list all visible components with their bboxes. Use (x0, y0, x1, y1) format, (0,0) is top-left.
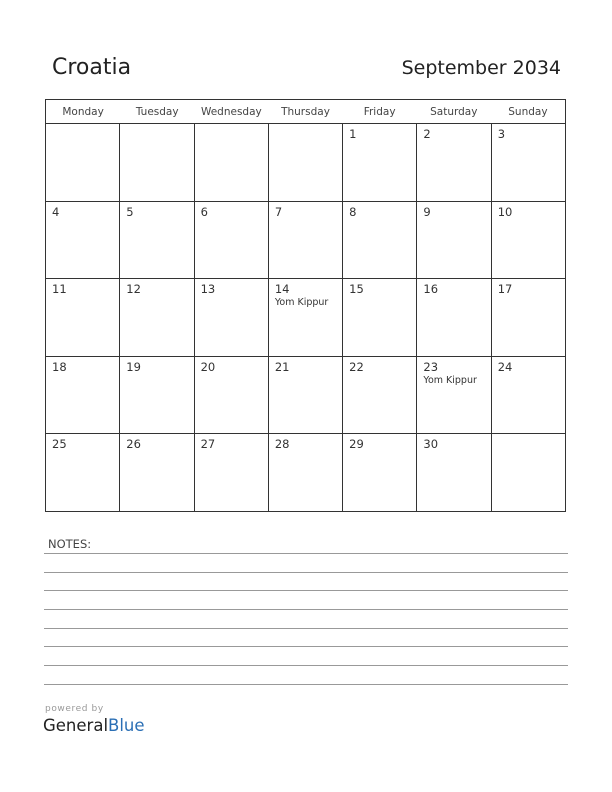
weekday-header-friday: Friday (363, 106, 396, 118)
holiday-label: Yom Kippur (423, 374, 477, 386)
holiday-label: Yom Kippur (274, 297, 329, 308)
note-line (44, 665, 568, 666)
day-cell (343, 434, 417, 512)
day-cell (195, 357, 269, 434)
day-number: 23 (423, 359, 439, 374)
note-line (44, 646, 568, 647)
day-number: 16 (423, 282, 439, 296)
weekday-header-monday: Monday (62, 106, 104, 118)
day-cell (269, 202, 343, 279)
day-cell (269, 124, 343, 201)
day-number: 26 (126, 437, 141, 451)
day-number: 30 (423, 437, 439, 451)
day-number: 17 (497, 282, 513, 296)
day-cell (195, 202, 269, 279)
day-number: 18 (52, 359, 67, 374)
day-cell (492, 357, 565, 434)
week-row (46, 124, 565, 202)
day-number: 29 (349, 437, 364, 451)
calendar-grid (45, 99, 566, 512)
day-number: 15 (349, 282, 364, 296)
day-cell (417, 357, 491, 434)
week-row (46, 357, 565, 435)
day-number: 14 (274, 282, 290, 296)
day-cell (343, 124, 417, 201)
day-number: 22 (349, 359, 364, 374)
day-cell (195, 124, 269, 201)
day-number: 12 (126, 282, 141, 296)
note-line (44, 572, 568, 573)
note-line (44, 628, 568, 629)
day-number: 13 (200, 282, 216, 296)
day-number: 27 (200, 437, 216, 451)
day-cell (46, 202, 120, 279)
day-cell (46, 434, 120, 512)
weekday-header-tuesday: Tuesday (135, 106, 179, 118)
day-cell (492, 279, 565, 356)
note-line (44, 684, 568, 685)
day-number: 19 (126, 359, 141, 374)
weekday-header-sunday: Sunday (508, 106, 548, 118)
brand-general-text: General (43, 716, 109, 735)
day-cell (492, 202, 565, 279)
day-number: 4 (52, 204, 60, 219)
notes-label: NOTES: (48, 537, 92, 551)
day-cell (417, 434, 491, 512)
day-number: 7 (274, 204, 283, 219)
day-cell (492, 434, 565, 512)
day-cell (120, 279, 194, 356)
day-cell (269, 357, 343, 434)
day-cell (46, 124, 120, 201)
day-cell (120, 124, 194, 201)
week-row (46, 202, 565, 280)
day-cell (195, 434, 269, 512)
day-number: 28 (274, 437, 290, 451)
powered-by-text: powered by (45, 704, 104, 714)
day-number: 1 (349, 127, 357, 141)
day-cell (46, 279, 120, 356)
weekday-header-saturday: Saturday (430, 106, 478, 118)
note-line (44, 609, 568, 610)
day-number: 6 (200, 204, 208, 219)
day-cell (417, 279, 491, 356)
day-number: 3 (497, 127, 506, 141)
day-cell (492, 124, 565, 201)
day-cell (120, 434, 194, 512)
day-cell (417, 124, 491, 201)
note-line (44, 590, 568, 591)
day-cell (417, 202, 491, 279)
day-number: 5 (126, 204, 134, 219)
brand-logo (43, 716, 145, 735)
month-year-title: September 2034 (401, 57, 561, 79)
day-number: 20 (200, 359, 216, 374)
day-cell (120, 357, 194, 434)
day-cell (343, 279, 417, 356)
brand-blue-text: Blue (108, 716, 145, 735)
day-cell (195, 279, 269, 356)
day-cell (46, 357, 120, 434)
note-line (44, 553, 568, 554)
day-cell (343, 357, 417, 434)
week-row (46, 279, 565, 357)
day-number: 25 (52, 437, 67, 451)
day-cell (120, 202, 194, 279)
day-number: 9 (423, 204, 431, 219)
day-number: 2 (423, 127, 431, 141)
day-number: 11 (52, 282, 67, 296)
day-number: 8 (349, 204, 357, 219)
day-cell (269, 434, 343, 512)
day-cell (343, 202, 417, 279)
day-number: 24 (497, 359, 513, 374)
weekday-header-thursday: Thursday (281, 106, 330, 118)
weekday-header-row (46, 100, 565, 124)
day-number: 10 (497, 204, 513, 219)
day-cell (269, 279, 343, 356)
country-title: Croatia (52, 55, 132, 80)
weekday-header-wednesday: Wednesday (200, 106, 262, 118)
day-number: 21 (274, 359, 290, 374)
week-row (46, 434, 565, 512)
